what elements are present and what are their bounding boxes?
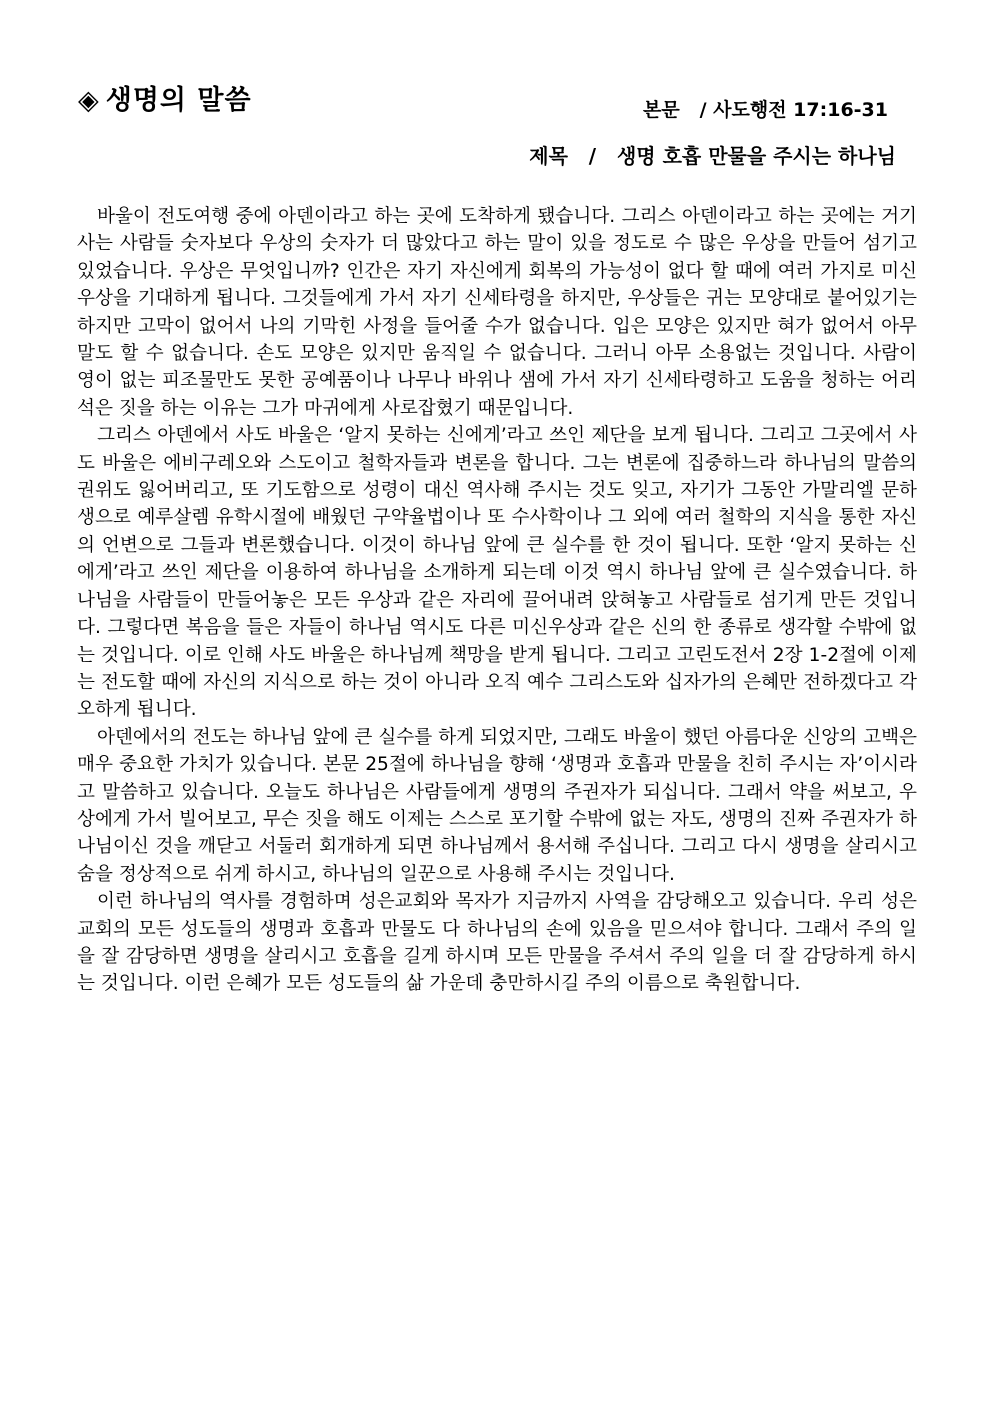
sermon-subject <box>529 140 896 169</box>
diamond-bullet-icon: ◈ <box>78 85 100 116</box>
page-title <box>78 78 252 117</box>
reference-label: 본문 <box>643 99 680 121</box>
subject-value: 생명 호흡 만물을 주시는 하나님 <box>616 144 896 168</box>
reference-value: 사도행전 17:16-31 <box>713 99 888 121</box>
reference-separator: / <box>699 99 707 121</box>
body-paragraph: 아덴에서의 전도는 하나님 앞에 큰 실수를 하게 되었지만, 그래도 바울이 했던 아름다운 신앙의 고백은 매우 중요한 가치가 있습니다. 본문 25절에 하나님을 향해 ‘생명과 호흡과 만물을 친히 주시는 자’이시라고 말씀하고 있습니다. 오늘도 하나님은 사람들에게 생명의 주권자가 되십니다. 그래서 약을 써보고, 우상에게 가서 빌어보고, 무슨 짓을 해도 이제는 스스로 포기할 수밖에 없는 자도, 생명의 진짜 주권자가 하나님이신 것을 깨닫고 서둘러 회개하게 되면 하나님께서 용서해 주십니다. 그리고 다시 생명을 살리시고 숨을 정상적으로 쉬게 하시고, 하나님의 일꾼으로 사용해 주시는 것입니다. <box>77 726 917 885</box>
body-paragraph: 그리스 아덴에서 사도 바울은 ‘알지 못하는 신에게’라고 쓰인 제단을 보게 됩니다. 그리고 그곳에서 사도 바울은 에비구레오와 스도이고 철학자들과 변론을 합니다. 그는 변론에 집중하느라 하나님의 말씀의 권위도 잃어버리고, 또 기도함으로 성령이 대신 역사해 주시는 것도 잊고, 자기가 그동안 가말리엘 문하생으로 예루살렘 유학시절에 배웠던 구약율법이나 또 수사학이나 그 외에 여러 철학의 지식을 통한 자신의 언변으로 그들과 변론했습니다. 이것이 하나님 앞에 큰 실수를 한 것이 됩니다. 또한 ‘알지 못하는 신에게’라고 쓰인 제단을 이용하여 하나님을 소개하게 되는데 이것 역시 하나님 앞에 큰 실수였습니다. 하나님을 사람들이 만들어놓은 모든 우상과 같은 자리에 끌어내려 앉혀놓고 사람들로 섬기게 만든 것입니다. 그렇다면 복음을 들은 자들이 하나님 역시도 다른 미신우상과 같은 신의 한 종류로 생각할 수밖에 없는 것입니다. 이로 인해 사도 바울은 하나님께 책망을 받게 됩니다. 그리고 고린도전서 2장 1-2절에 이제는 전도할 때에 자신의 지식으로 하는 것이 아니라 오직 예수 그리스도와 십자가의 은혜만 전하겠다고 각오하게 됩니다. <box>77 425 917 721</box>
subject-separator: / <box>588 144 597 168</box>
body-paragraph: 바울이 전도여행 중에 아덴이라고 하는 곳에 도착하게 됐습니다. 그리스 아덴이라고 하는 곳에는 거기 사는 사람들 숫자보다 우상의 숫자가 더 많았다고 하는 말이 있을 정도로 수 많은 우상을 만들어 섬기고 있었습니다. 우상은 무엇입니까? 인간은 자기 자신에게 회복의 가능성이 없다 할 때에 여러 가지로 미신우상을 기대하게 됩니다. 그것들에게 가서 자기 신세타령을 하지만, 우상들은 귀는 모양대로 붙어있기는 하지만 고막이 없어서 나의 기막힌 사정을 들어줄 수가 없습니다. 입은 모양은 있지만 혀가 없어서 아무 말도 할 수 없습니다. 손도 모양은 있지만 움직일 수 없습니다. 그러니 아무 소용없는 것입니다. 사람이 영이 없는 피조물만도 못한 공예품이나 나무나 바위나 샘에 가서 자기 신세타령하고 도움을 청하는 어리석은 짓을 하는 이유는 그가 마귀에게 사로잡혔기 때문입니다. <box>77 206 917 419</box>
sermon-body <box>77 203 917 998</box>
subject-label: 제목 <box>529 144 568 168</box>
scripture-reference <box>643 95 888 122</box>
body-paragraph: 이런 하나님의 역사를 경험하며 성은교회와 목자가 지금까지 사역을 감당해오고 있습니다. 우리 성은교회의 모든 성도들의 생명과 호흡과 만물도 다 하나님의 손에 있음을 믿으셔야 합니다. 그래서 주의 일을 잘 감당하면 생명을 살리시고 호흡을 길게 하시며 모든 만물을 주셔서 주의 일을 더 잘 감당하게 하시는 것입니다. 이런 은혜가 모든 성도들의 삶 가운데 충만하시길 주의 이름으로 축원합니다. <box>77 891 917 995</box>
page-title-text: 생명의 말씀 <box>105 85 252 116</box>
